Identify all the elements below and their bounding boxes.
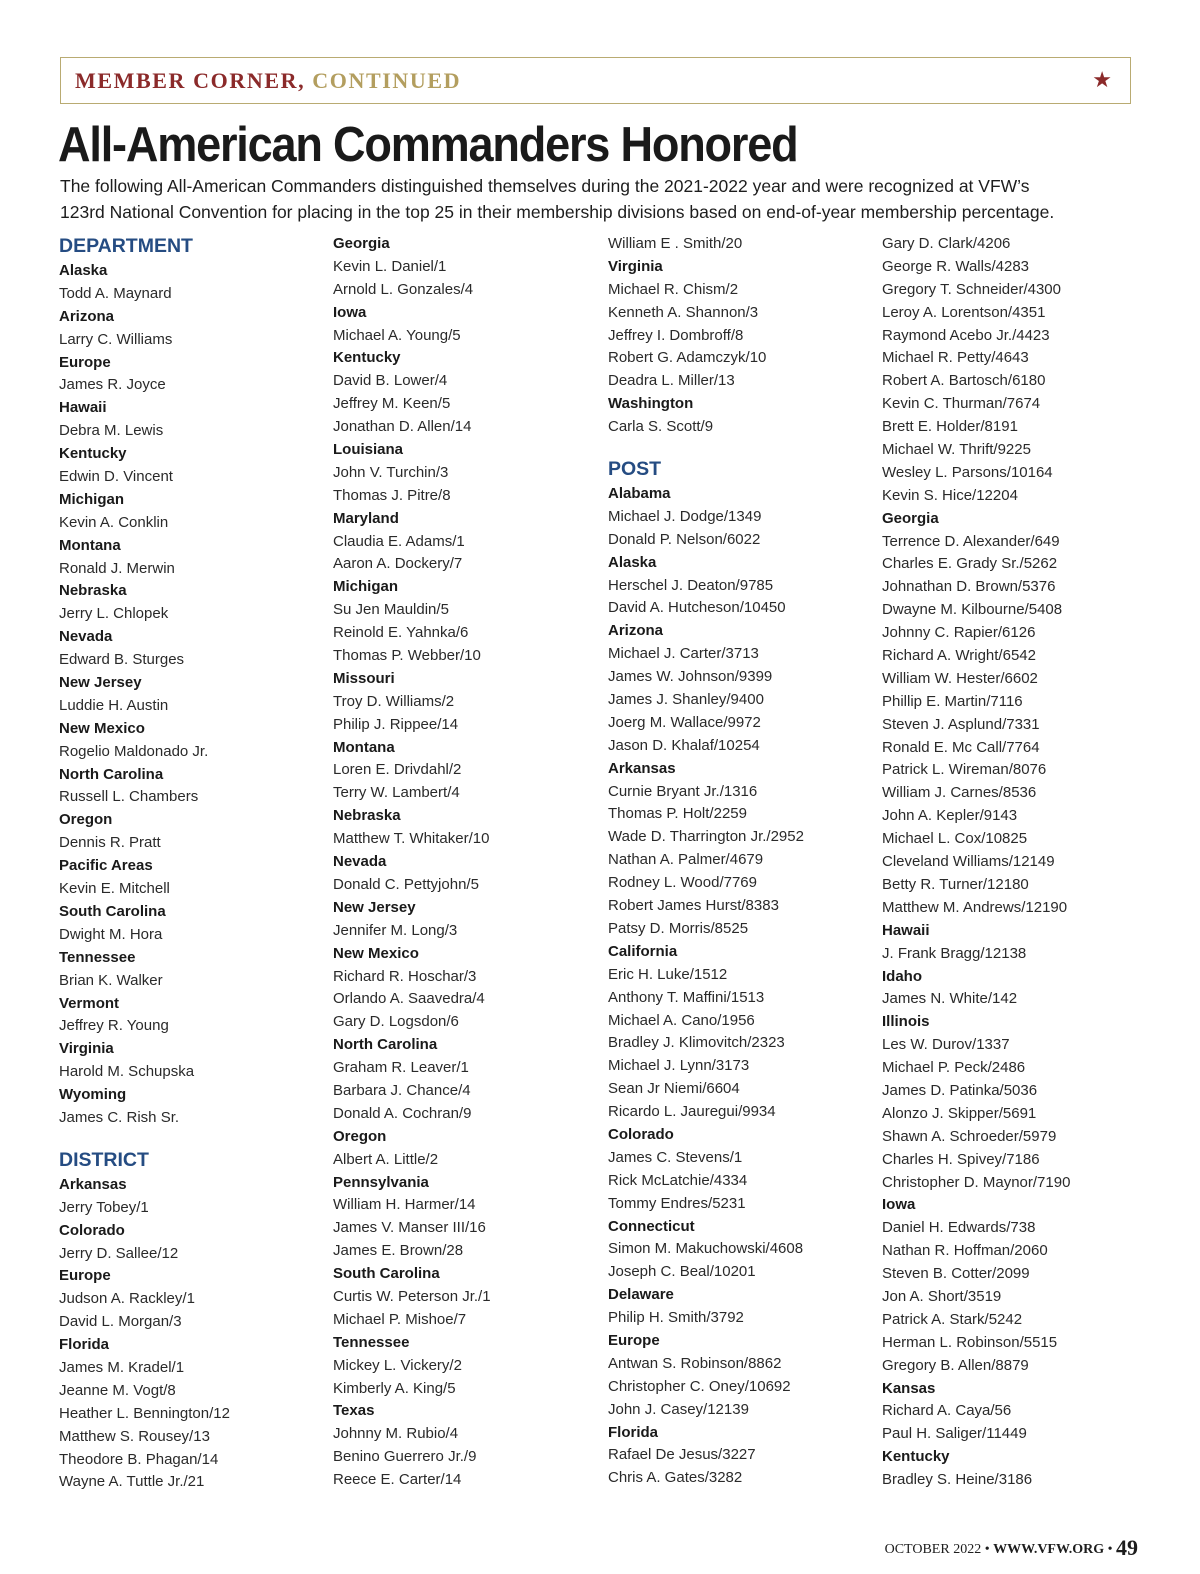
commander-name: Michael A. Cano/1956 xyxy=(608,1011,755,1029)
state-heading: Oregon xyxy=(333,1127,387,1145)
commander-name: Su Jen Mauldin/5 xyxy=(333,601,449,619)
state-heading: Kentucky xyxy=(59,445,127,463)
commander-name: Thomas P. Holt/2259 xyxy=(608,805,747,823)
commander-name: Dwight M. Hora xyxy=(59,925,163,943)
commander-name: William J. Carnes/8536 xyxy=(882,784,1037,802)
commander-name: Curtis W. Peterson Jr./1 xyxy=(333,1287,491,1305)
commander-name: Carla S. Scott/9 xyxy=(608,418,714,436)
commander-name: Rogelio Maldonado Jr. xyxy=(59,742,209,760)
commander-name: Benino Guerrero Jr./9 xyxy=(333,1448,477,1466)
commander-name: Patrick L. Wireman/8076 xyxy=(882,761,1047,779)
state-heading: Arkansas xyxy=(608,759,676,777)
commander-name: David L. Morgan/3 xyxy=(59,1313,182,1331)
commander-name: Paul H. Saliger/11449 xyxy=(882,1425,1027,1443)
column-4 xyxy=(882,233,1070,1492)
commander-name: John V. Turchin/3 xyxy=(333,463,449,481)
commander-name: Nathan A. Palmer/4679 xyxy=(608,851,764,869)
commander-name: Jason D. Khalaf/10254 xyxy=(608,736,760,754)
commander-name: Antwan S. Robinson/8862 xyxy=(608,1354,782,1372)
commander-name: Wade D. Tharrington Jr./2952 xyxy=(608,828,804,846)
footer-bullet: • xyxy=(1107,1542,1113,1557)
state-heading: Montana xyxy=(59,536,121,554)
commander-name: Wayne A. Tuttle Jr./21 xyxy=(59,1473,205,1491)
commander-name: Heather L. Bennington/12 xyxy=(59,1404,230,1422)
commander-name: Todd A. Maynard xyxy=(59,284,172,302)
commander-name: Robert A. Bartosch/6180 xyxy=(882,372,1046,390)
state-heading: Michigan xyxy=(333,578,399,596)
state-heading: Florida xyxy=(608,1423,659,1441)
commander-name: Rafael De Jesus/3227 xyxy=(608,1446,756,1464)
commander-name: Jon A. Short/3519 xyxy=(882,1287,1002,1305)
commander-name: Michael W. Thrift/9225 xyxy=(882,441,1031,459)
column-2 xyxy=(333,233,491,1492)
commander-name: Jennifer M. Long/3 xyxy=(333,921,458,939)
commander-name: James E. Brown/28 xyxy=(333,1242,464,1260)
commander-name: Raymond Acebo Jr./4423 xyxy=(882,326,1050,344)
state-heading: Nebraska xyxy=(59,582,127,600)
state-heading: Oregon xyxy=(59,811,113,829)
state-heading: Pacific Areas xyxy=(59,857,153,875)
commander-name: Matthew S. Rousey/13 xyxy=(59,1427,210,1445)
state-heading: New Jersey xyxy=(59,674,142,692)
commander-name: Reinold E. Yahnka/6 xyxy=(333,624,469,642)
commander-name: Edwin D. Vincent xyxy=(59,468,173,486)
commander-name: William W. Hester/6602 xyxy=(882,669,1038,687)
section-heading: DEPARTMENT xyxy=(59,235,193,257)
commander-name: Wesley L. Parsons/10164 xyxy=(882,463,1053,481)
state-heading: Iowa xyxy=(333,303,367,321)
commander-name: Jerry D. Sallee/12 xyxy=(59,1244,179,1262)
commander-name: John A. Kepler/9143 xyxy=(882,807,1018,825)
commander-name: Arnold L. Gonzales/4 xyxy=(333,280,474,298)
commander-name: Joseph C. Beal/10201 xyxy=(608,1263,756,1281)
commander-name: Dwayne M. Kilbourne/5408 xyxy=(882,601,1063,619)
commander-name: Kevin A. Conklin xyxy=(59,513,169,531)
commander-name: Michael P. Peck/2486 xyxy=(882,1059,1026,1077)
commander-name: Les W. Durov/1337 xyxy=(882,1036,1010,1054)
commander-name: William H. Harmer/14 xyxy=(333,1196,476,1214)
star-icon: ★ xyxy=(1092,67,1112,92)
commander-name: Rodney L. Wood/7769 xyxy=(608,874,757,892)
state-heading: Arizona xyxy=(608,622,664,640)
commander-name: Joerg M. Wallace/9972 xyxy=(608,713,761,731)
commander-name: Bradley S. Heine/3186 xyxy=(882,1471,1033,1489)
commander-name: Anthony T. Maffini/1513 xyxy=(608,988,765,1006)
banner-label-continued: CONTINUED xyxy=(312,68,462,93)
commander-name: Steven B. Cotter/2099 xyxy=(882,1265,1030,1283)
commander-name: Deadra L. Miller/13 xyxy=(608,372,735,390)
banner-label-main: MEMBER CORNER xyxy=(75,68,299,93)
commander-name: Donald C. Pettyjohn/5 xyxy=(333,875,479,893)
commander-name: George R. Walls/4283 xyxy=(882,257,1030,275)
commander-name: Ronald E. Mc Call/7764 xyxy=(882,738,1040,756)
state-heading: Europe xyxy=(59,353,111,371)
commander-name: Steven J. Asplund/7331 xyxy=(882,715,1040,733)
commander-name: John J. Casey/12139 xyxy=(608,1400,749,1418)
commander-name: Kevin C. Thurman/7674 xyxy=(882,395,1041,413)
column-3 xyxy=(608,233,804,1490)
commander-name: Kevin S. Hice/12204 xyxy=(882,486,1018,504)
commander-name: Loren E. Drivdahl/2 xyxy=(333,761,462,779)
commander-name: Luddie H. Austin xyxy=(59,696,169,714)
commander-name: Curnie Bryant Jr./1316 xyxy=(608,782,758,800)
state-heading: Delaware xyxy=(608,1286,674,1304)
commander-name: Matthew M. Andrews/12190 xyxy=(882,898,1068,916)
state-heading: Europe xyxy=(59,1267,111,1285)
intro-line: 123rd National Convention for placing in the top 25 in their membership divisions based on end-of-year membership percentage. xyxy=(60,202,1055,222)
state-heading: North Carolina xyxy=(333,1036,438,1054)
commander-name: Leroy A. Lorentson/4351 xyxy=(882,303,1046,321)
banner-label xyxy=(75,68,461,94)
commander-name: Russell L. Chambers xyxy=(59,788,199,806)
commander-name: Orlando A. Saavedra/4 xyxy=(333,990,485,1008)
commander-name: Charles E. Grady Sr./5262 xyxy=(882,555,1058,573)
commander-name: Jeffrey I. Dombroff/8 xyxy=(608,326,744,344)
footer-bullet: • xyxy=(984,1542,990,1557)
state-heading: Louisiana xyxy=(333,441,404,459)
state-heading: New Mexico xyxy=(333,944,419,962)
state-heading: Hawaii xyxy=(882,921,930,939)
commander-name: Betty R. Turner/12180 xyxy=(882,875,1029,893)
commander-name: Robert G. Adamczyk/10 xyxy=(608,349,767,367)
column-1 xyxy=(59,233,230,1494)
commander-name: David B. Lower/4 xyxy=(333,372,448,390)
commander-name: Philip H. Smith/3792 xyxy=(608,1309,744,1327)
state-heading: Alabama xyxy=(608,485,671,503)
commander-name: Michael P. Mishoe/7 xyxy=(333,1310,467,1328)
commander-name: Matthew T. Whitaker/10 xyxy=(333,830,490,848)
state-heading: Montana xyxy=(333,738,395,756)
commander-name: Debra M. Lewis xyxy=(59,422,164,440)
commander-name: Rick McLatchie/4334 xyxy=(608,1171,748,1189)
footer-issue: OCTOBER 2022 xyxy=(884,1542,982,1557)
commander-name: Jeffrey M. Keen/5 xyxy=(333,395,451,413)
commander-name: Theodore B. Phagan/14 xyxy=(59,1450,219,1468)
state-heading: Virginia xyxy=(59,1040,114,1058)
state-heading: Michigan xyxy=(59,490,125,508)
commander-name: James J. Shanley/9400 xyxy=(608,691,764,709)
commander-name: Philip J. Rippee/14 xyxy=(333,715,459,733)
commander-name: William E . Smith/20 xyxy=(608,235,743,252)
state-heading: California xyxy=(608,942,678,960)
section-banner xyxy=(60,57,1131,104)
intro-paragraph xyxy=(60,173,1140,225)
page-title: All-American Commanders Honored xyxy=(58,118,798,172)
commander-name: Harold M. Schupska xyxy=(59,1063,195,1081)
commander-name: Jerry L. Chlopek xyxy=(59,605,169,623)
state-heading: Kentucky xyxy=(882,1448,950,1466)
state-heading: Arkansas xyxy=(59,1175,127,1193)
commander-name: Kenneth A. Shannon/3 xyxy=(608,303,759,321)
state-heading: South Carolina xyxy=(59,902,166,920)
commander-name: Herschel J. Deaton/9785 xyxy=(608,576,774,594)
commander-name: Daniel H. Edwards/738 xyxy=(882,1219,1036,1237)
commander-name: James D. Patinka/5036 xyxy=(882,1081,1038,1099)
state-heading: Alaska xyxy=(59,262,108,279)
commander-name: Jerry Tobey/1 xyxy=(59,1198,149,1216)
page-footer xyxy=(885,1535,1138,1561)
state-heading: Kansas xyxy=(882,1379,936,1397)
commander-name: Ricardo L. Jauregui/9934 xyxy=(608,1103,776,1121)
state-heading: Nebraska xyxy=(333,807,401,825)
page-number: 49 xyxy=(1116,1535,1138,1560)
state-heading: New Mexico xyxy=(59,719,145,737)
commander-name: Donald P. Nelson/6022 xyxy=(608,530,761,548)
commander-name: Phillip E. Martin/7116 xyxy=(882,692,1023,710)
commander-name: Gary D. Clark/4206 xyxy=(882,235,1011,252)
commander-name: Johnny M. Rubio/4 xyxy=(333,1425,459,1443)
commander-name: Cleveland Williams/12149 xyxy=(882,853,1055,871)
state-heading: Colorado xyxy=(59,1221,125,1239)
state-heading: South Carolina xyxy=(333,1265,440,1283)
commander-name: Chris A. Gates/3282 xyxy=(608,1469,743,1487)
commander-name: Claudia E. Adams/1 xyxy=(333,532,465,550)
commander-name: Donald A. Cochran/9 xyxy=(333,1104,472,1122)
commander-name: J. Frank Bragg/12138 xyxy=(882,944,1027,962)
commander-name: Michael R. Chism/2 xyxy=(608,280,739,298)
commander-name: Eric H. Luke/1512 xyxy=(608,965,728,983)
state-heading: Kentucky xyxy=(333,349,401,367)
state-heading: Nevada xyxy=(333,853,387,871)
state-heading: Arizona xyxy=(59,307,115,325)
commander-name: Michael J. Dodge/1349 xyxy=(608,507,762,525)
state-heading: Pennsylvania xyxy=(333,1173,429,1191)
commander-name: Michael R. Petty/4643 xyxy=(882,349,1029,367)
state-heading: Iowa xyxy=(882,1196,916,1214)
commander-name: Terry W. Lambert/4 xyxy=(333,784,460,802)
commander-name: Dennis R. Pratt xyxy=(59,834,161,852)
state-heading: Maryland xyxy=(333,509,399,527)
commander-name: Larry C. Williams xyxy=(59,330,173,348)
state-heading: Vermont xyxy=(59,994,120,1012)
state-heading: Connecticut xyxy=(608,1217,695,1235)
state-heading: Illinois xyxy=(882,1013,930,1031)
commander-name: Richard A. Caya/56 xyxy=(882,1402,1012,1420)
state-heading: Georgia xyxy=(333,235,390,252)
commander-name: Thomas J. Pitre/8 xyxy=(333,486,451,504)
commander-name: Christopher C. Oney/10692 xyxy=(608,1377,791,1395)
state-heading: Washington xyxy=(608,395,694,413)
footer-site: WWW.VFW.ORG xyxy=(993,1542,1105,1557)
state-heading: Missouri xyxy=(333,669,395,687)
state-heading: Tennessee xyxy=(333,1333,410,1351)
commander-name: Herman L. Robinson/5515 xyxy=(882,1333,1058,1351)
state-heading: Hawaii xyxy=(59,399,107,417)
commander-name: Michael A. Young/5 xyxy=(333,326,461,344)
commander-name: Patsy D. Morris/8525 xyxy=(608,919,749,937)
commander-name: Charles H. Spivey/7186 xyxy=(882,1150,1040,1168)
commander-name: Tommy Endres/5231 xyxy=(608,1194,746,1212)
state-heading: New Jersey xyxy=(333,898,416,916)
commander-name: Ronald J. Merwin xyxy=(59,559,175,577)
commander-name: Kevin L. Daniel/1 xyxy=(333,257,447,275)
section-heading: POST xyxy=(608,458,662,481)
commander-name: Johnny C. Rapier/6126 xyxy=(882,624,1036,642)
commander-name: James R. Joyce xyxy=(59,376,166,394)
commander-name: James V. Manser III/16 xyxy=(333,1219,486,1237)
commander-name: Sean Jr Niemi/6604 xyxy=(608,1080,740,1098)
commander-name: Jeanne M. Vogt/8 xyxy=(59,1381,176,1399)
commander-name: James N. White/142 xyxy=(882,990,1018,1008)
section-heading: DISTRICT xyxy=(59,1148,149,1171)
commander-name: Michael J. Lynn/3173 xyxy=(608,1057,750,1075)
commander-name: Mickey L. Vickery/2 xyxy=(333,1356,462,1374)
commander-name: Nathan R. Hoffman/2060 xyxy=(882,1242,1048,1260)
commander-name: Patrick A. Stark/5242 xyxy=(882,1310,1023,1328)
state-heading: Alaska xyxy=(608,553,657,571)
commander-name: Judson A. Rackley/1 xyxy=(59,1290,195,1308)
commander-name: Richard A. Wright/6542 xyxy=(882,647,1036,665)
commander-name: Terrence D. Alexander/649 xyxy=(882,532,1060,550)
commander-name: Michael J. Carter/3713 xyxy=(608,645,759,663)
commander-name: Simon M. Makuchowski/4608 xyxy=(608,1240,804,1258)
state-heading: Colorado xyxy=(608,1125,674,1143)
commander-name: Richard R. Hoschar/3 xyxy=(333,967,477,985)
commander-name: Shawn A. Schroeder/5979 xyxy=(882,1127,1057,1145)
state-heading: Nevada xyxy=(59,628,113,646)
commander-name: Michael L. Cox/10825 xyxy=(882,830,1028,848)
commander-name: Jeffrey R. Young xyxy=(59,1017,169,1035)
commander-name: Alonzo J. Skipper/5691 xyxy=(882,1104,1037,1122)
banner-separator: , xyxy=(298,68,306,93)
commander-name: Brian K. Walker xyxy=(59,971,163,989)
commander-name: Troy D. Williams/2 xyxy=(333,692,455,710)
commander-name: Kimberly A. King/5 xyxy=(333,1379,456,1397)
commander-name: Jonathan D. Allen/14 xyxy=(333,418,472,436)
commander-name: Kevin E. Mitchell xyxy=(59,880,170,898)
commander-name: Gary D. Logsdon/6 xyxy=(333,1013,459,1031)
commander-name: Bradley J. Klimovitch/2323 xyxy=(608,1034,785,1052)
commander-name: Reece E. Carter/14 xyxy=(333,1471,462,1489)
commander-name: Barbara J. Chance/4 xyxy=(333,1081,471,1099)
state-heading: Texas xyxy=(333,1402,375,1420)
commander-name: Aaron A. Dockery/7 xyxy=(333,555,463,573)
state-heading: Idaho xyxy=(882,967,922,985)
state-heading: Georgia xyxy=(882,509,939,527)
state-heading: Florida xyxy=(59,1336,110,1354)
commander-name: Christopher D. Maynor/7190 xyxy=(882,1173,1071,1191)
commander-name: James C. Rish Sr. xyxy=(59,1108,180,1126)
intro-line: The following All-American Commanders distinguished themselves during the 2021-2022 year and were recognized at VFW’s xyxy=(60,176,1030,196)
commander-name: Robert James Hurst/8383 xyxy=(608,897,779,915)
commander-name: Gregory B. Allen/8879 xyxy=(882,1356,1029,1374)
commander-name: Brett E. Holder/8191 xyxy=(882,418,1018,436)
commander-name: James C. Stevens/1 xyxy=(608,1148,743,1166)
commander-name: David A. Hutcheson/10450 xyxy=(608,599,786,617)
commander-name: Edward B. Sturges xyxy=(59,651,185,669)
state-heading: Tennessee xyxy=(59,948,136,966)
state-heading: Virginia xyxy=(608,257,663,275)
commander-name: Albert A. Little/2 xyxy=(333,1150,439,1168)
state-heading: Europe xyxy=(608,1331,660,1349)
state-heading: North Carolina xyxy=(59,765,164,783)
commander-name: James M. Kradel/1 xyxy=(59,1358,185,1376)
commander-name: Gregory T. Schneider/4300 xyxy=(882,280,1061,298)
commander-name: Johnathan D. Brown/5376 xyxy=(882,578,1056,596)
commander-name: Graham R. Leaver/1 xyxy=(333,1059,469,1077)
state-heading: Wyoming xyxy=(59,1086,127,1104)
commander-name: James W. Johnson/9399 xyxy=(608,668,773,686)
commander-name: Thomas P. Webber/10 xyxy=(333,647,481,665)
